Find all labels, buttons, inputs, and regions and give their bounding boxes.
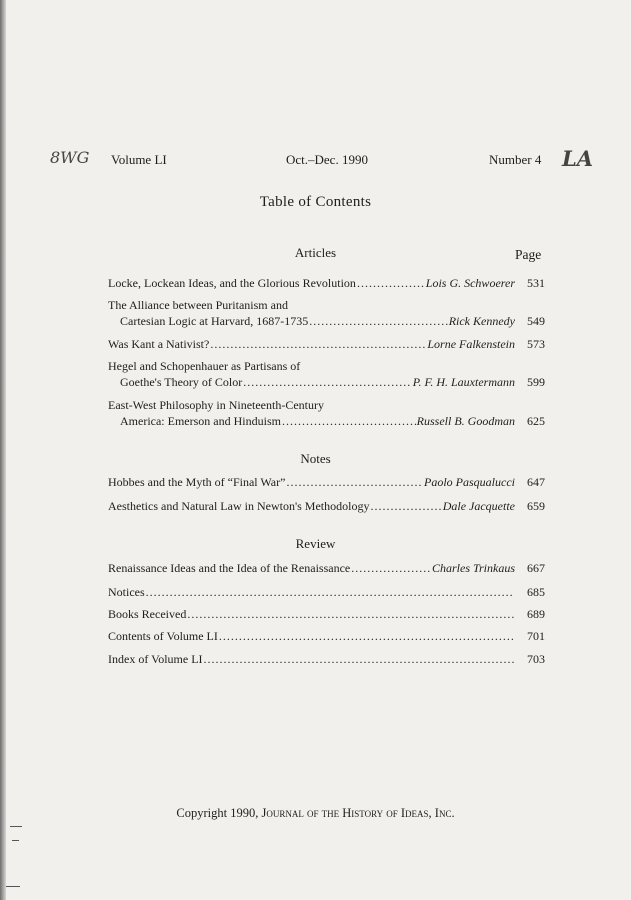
entry-page: 685: [527, 585, 545, 599]
entry-page: 573: [527, 337, 545, 351]
scan-mark: [6, 886, 20, 887]
entry-page: 599: [527, 375, 545, 389]
entry-title: Notices: [108, 585, 145, 599]
section-notes-heading: Notes: [300, 451, 331, 466]
toc-entry-article[interactable]: [108, 397, 545, 429]
toc-entry-contents[interactable]: [108, 628, 545, 644]
entry-page: 667: [527, 561, 545, 575]
entry-title: Hobbes and the Myth of “Final War”: [108, 475, 286, 489]
entry-title: Books Received: [108, 607, 187, 621]
copyright-publisher: Journal of the History of Ideas, Inc.: [261, 806, 455, 820]
page-title: Table of Contents: [259, 194, 372, 210]
volume-label: Volume LI: [111, 152, 167, 167]
entry-author: Charles Trinkaus: [431, 561, 515, 575]
toc-entry-books-received[interactable]: [108, 606, 545, 622]
entry-title: Renaissance Ideas and the Idea of the Renaissance: [108, 561, 351, 575]
entry-title: Locke, Lockean Ideas, and the Glorious Revolution: [108, 276, 356, 290]
entry-author: P. F. H. Lauxtermann: [412, 375, 515, 389]
dot-leader: [357, 275, 425, 291]
entry-page: 625: [527, 414, 545, 428]
entry-author: Russell B. Goodman: [416, 414, 515, 428]
entry-author: Rick Kennedy: [448, 314, 515, 328]
toc-entry-review[interactable]: [108, 560, 545, 576]
toc-entry-note[interactable]: [108, 498, 545, 514]
issue-number: Number 4: [489, 152, 542, 167]
toc-entry-article[interactable]: [108, 275, 545, 291]
copyright-notice: [0, 806, 631, 821]
scan-mark: [12, 840, 19, 841]
copyright-prefix: Copyright 1990,: [176, 806, 262, 820]
entry-page: 659: [527, 499, 545, 513]
dot-leader: [210, 336, 426, 352]
entry-title-line1: The Alliance between Puritanism and: [108, 298, 288, 312]
toc-entry-article[interactable]: [108, 358, 545, 390]
margin-note-left: 8WG: [50, 148, 90, 167]
dot-leader: [286, 474, 423, 490]
entry-title-line1: Hegel and Schopenhauer as Partisans of: [108, 359, 301, 373]
scan-mark: [10, 826, 22, 827]
entry-title: Aesthetics and Natural Law in Newton's Methodology: [108, 499, 370, 513]
entry-title: Cartesian Logic at Harvard, 1687-1735: [120, 314, 309, 328]
entry-title-line1: East-West Philosophy in Nineteenth-Century: [108, 398, 324, 412]
entry-author: Lois G. Schwoerer: [425, 276, 515, 290]
toc-entry-notices[interactable]: [108, 584, 545, 600]
entry-title: Goethe's Theory of Color: [120, 375, 243, 389]
entry-author: Lorne Falkenstein: [427, 337, 515, 351]
dot-leader: [243, 374, 412, 390]
dot-leader: [187, 606, 514, 622]
entry-page: 549: [527, 314, 545, 328]
toc-entry-article[interactable]: [108, 336, 545, 352]
entry-page: 689: [527, 607, 545, 621]
dot-leader: [146, 584, 514, 600]
entry-title: America: Emerson and Hinduism: [120, 414, 281, 428]
scan-edge-shadow: [0, 0, 6, 900]
entry-author: Paolo Pasqualucci: [424, 475, 515, 489]
section-review-heading: Review: [295, 536, 336, 551]
toc-entry-article[interactable]: [108, 297, 545, 329]
entry-page: 703: [527, 652, 545, 666]
section-articles-heading: Articles: [294, 245, 337, 260]
toc-entry-note[interactable]: [108, 474, 545, 490]
dot-leader: [204, 651, 514, 667]
page-column-heading: Page: [515, 247, 542, 262]
entry-page: 531: [527, 276, 545, 290]
dot-leader: [282, 413, 416, 429]
dot-leader: [219, 628, 514, 644]
issue-date: Oct.–Dec. 1990: [286, 152, 368, 167]
entry-title: Contents of Volume LI: [108, 629, 218, 643]
dot-leader: [309, 313, 447, 329]
toc-entry-index[interactable]: [108, 651, 545, 667]
margin-note-right: LA: [562, 146, 594, 171]
entry-author: Dale Jacquette: [442, 499, 515, 513]
dot-leader: [370, 498, 441, 514]
entry-page: 701: [527, 629, 545, 643]
entry-title: Was Kant a Nativist?: [108, 337, 210, 351]
dot-leader: [351, 560, 431, 576]
entry-page: 647: [527, 475, 545, 489]
entry-title: Index of Volume LI: [108, 652, 203, 666]
